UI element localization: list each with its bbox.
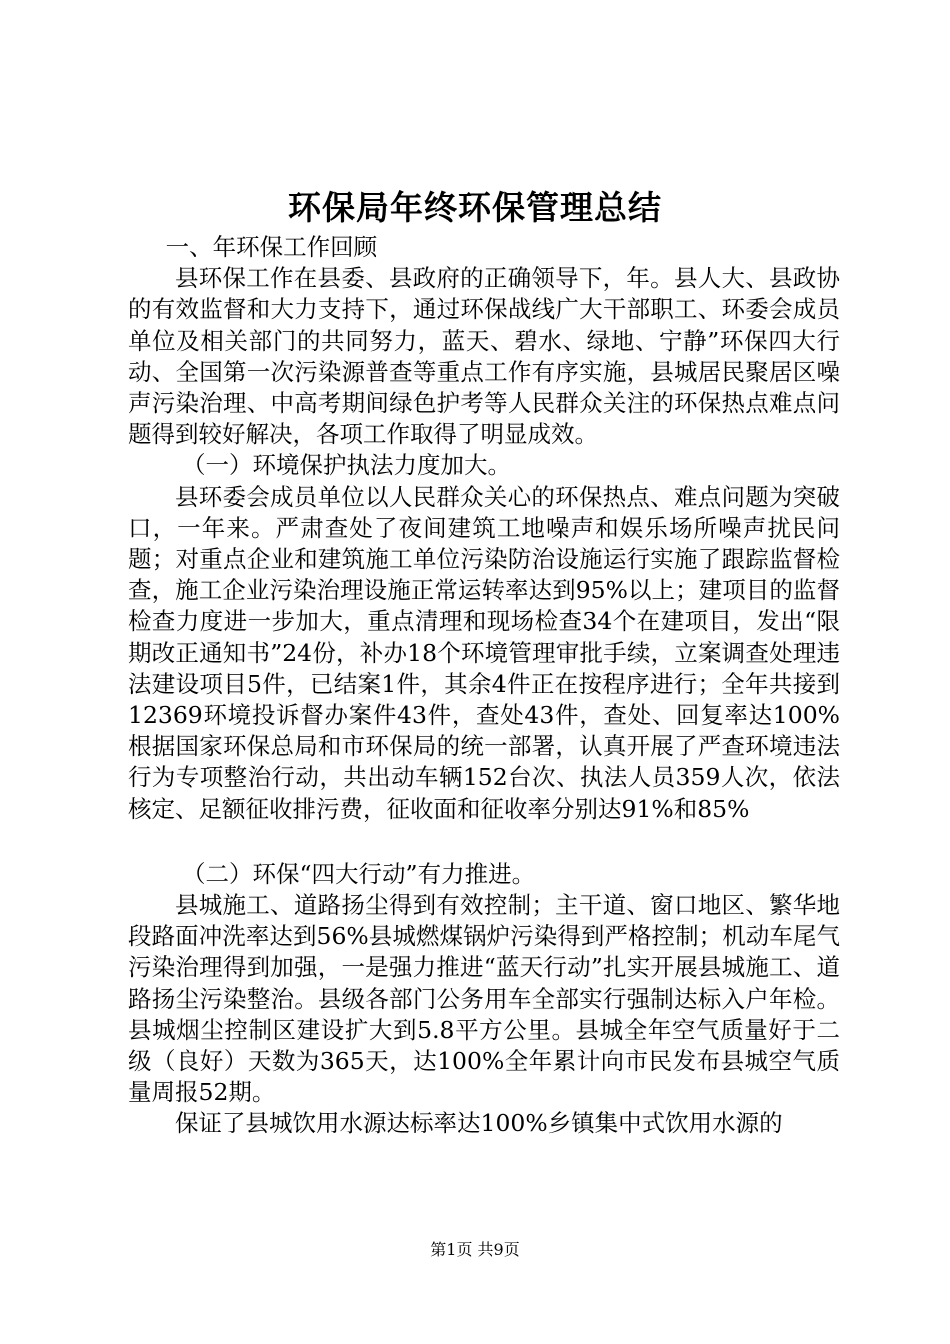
subsection-heading-four-actions: （二）环保“四大行动”有力推进。: [182, 859, 536, 888]
paragraph-four-actions: 县城施工、道路扬尘得到有效控制；主干道、窗口地区、繁华地段路面冲洗率达到56%县城燃煤锅炉污染得到严格控制；机动车尾气污染治理得到加强，一是强力推进“蓝天行动”扎实开展县城施工、道路扬尘污染整治。县级各部门公务用车全部实行强制达标入户年检。县城烟尘控制区建设扩大到5.8平方公里。县城全年空气质量好于二级（良好）天数为365天，达100%全年累计向市民发布县城空气质量周报52期。: [128, 891, 840, 1107]
paragraph-spacer: [128, 825, 840, 859]
paragraph-enforcement: 县环委会成员单位以人民群众关心的环保热点、难点问题为突破口，一年来。严肃查处了夜间建筑工地噪声和娱乐场所噪声扰民问题；对重点企业和建筑施工单位污染防治设施运行实施了跟踪监督检查，施工企业污染治理设施正常运转率达到95%以上；建项目的监督检查力度进一步加大，重点清理和现场检查34个在建项目，发出“限期改正通知书”24份，补办18个环境管理审批手续，立案调查处理违法建设项目5件，已结案1件，其余4件正在按程序进行；全年共接到12369环境投诉督办案件43件，查处43件，查处、回复率达100%根据国家环保总局和市环保局的统一部署，认真开展了严查环境违法行为专项整治行动，共出动车辆152台次、执法人员359人次，依法核定、足额征收排污费，征收面和征收率分别达91%和85%: [128, 482, 840, 823]
document-body: [128, 232, 840, 1140]
paragraph-overview: 县环保工作在县委、县政府的正确领导下，年。县人大、县政协的有效监督和大力支持下，通过环保战线广大干部职工、环委会成员单位及相关部门的共同努力，蓝天、碧水、绿地、宁静”环保四大行动、全国第一次污染源普查等重点工作有序实施，县城居民聚居区噪声污染治理、中高考期间绿色护考等人民群众关注的环保热点难点问题得到较好解决，各项工作取得了明显成效。: [128, 264, 840, 449]
paragraph-water-source: 保证了县城饮用水源达标率达100%乡镇集中式饮用水源的: [175, 1109, 783, 1138]
subsection-heading-enforcement: （一）环境保护执法力度加大。: [182, 451, 512, 480]
section-heading-review: 一、年环保工作回顾: [165, 233, 378, 261]
page-footer: 第1页 共9页: [430, 1240, 520, 1259]
document-title: 环保局年终环保管理总结: [288, 188, 662, 227]
